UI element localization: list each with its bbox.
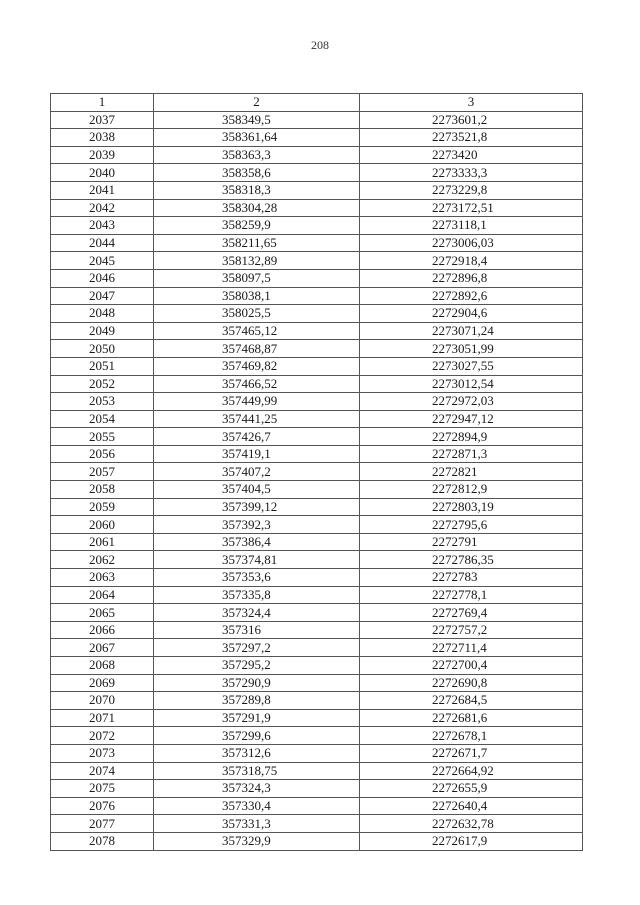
x-coordinate-cell: 357324,3 [154, 780, 360, 798]
point-number-cell: 2057 [51, 463, 154, 481]
x-coordinate-cell: 357468,87 [154, 340, 360, 358]
x-coordinate-cell: 357449,99 [154, 393, 360, 411]
point-number-cell: 2062 [51, 551, 154, 569]
y-coordinate-cell: 2272769,4 [360, 604, 583, 622]
point-number-cell: 2071 [51, 709, 154, 727]
table-row [51, 815, 583, 833]
table-row [51, 639, 583, 657]
page-number: 208 [311, 38, 329, 52]
x-coordinate-cell: 357291,9 [154, 709, 360, 727]
point-number-cell: 2048 [51, 305, 154, 323]
table-row [51, 322, 583, 340]
y-coordinate-cell: 2272678,1 [360, 727, 583, 745]
y-coordinate-cell: 2272671,7 [360, 744, 583, 762]
table-row [51, 727, 583, 745]
point-number-cell: 2039 [51, 146, 154, 164]
y-coordinate-cell: 2272947,12 [360, 410, 583, 428]
point-number-cell: 2075 [51, 780, 154, 798]
table-row [51, 569, 583, 587]
table-row [51, 217, 583, 235]
x-coordinate-cell: 358358,6 [154, 164, 360, 182]
table-row [51, 463, 583, 481]
point-number-cell: 2063 [51, 569, 154, 587]
point-number-cell: 2072 [51, 727, 154, 745]
table-row [51, 621, 583, 639]
table-row [51, 498, 583, 516]
table-row [51, 657, 583, 675]
x-coordinate-cell: 357335,8 [154, 586, 360, 604]
y-coordinate-cell: 2272664,92 [360, 762, 583, 780]
point-number-cell: 2073 [51, 744, 154, 762]
table-row [51, 164, 583, 182]
x-coordinate-cell: 357316 [154, 621, 360, 639]
point-number-cell: 2037 [51, 111, 154, 129]
x-coordinate-cell: 357441,25 [154, 410, 360, 428]
table-row [51, 797, 583, 815]
y-coordinate-cell: 2272700,4 [360, 657, 583, 675]
x-coordinate-cell: 357353,6 [154, 569, 360, 587]
y-coordinate-cell: 2272894,9 [360, 428, 583, 446]
y-coordinate-cell: 2272786,35 [360, 551, 583, 569]
y-coordinate-cell: 2272681,6 [360, 709, 583, 727]
table-row [51, 146, 583, 164]
x-coordinate-cell: 357290,9 [154, 674, 360, 692]
y-coordinate-cell: 2272795,6 [360, 516, 583, 534]
table-row [51, 111, 583, 129]
table-row [51, 269, 583, 287]
table-row [51, 762, 583, 780]
table-row [51, 393, 583, 411]
table-row [51, 375, 583, 393]
x-coordinate-cell: 357297,2 [154, 639, 360, 657]
table-row [51, 674, 583, 692]
point-number-cell: 2047 [51, 287, 154, 305]
y-coordinate-cell: 2273172,51 [360, 199, 583, 217]
table-row [51, 234, 583, 252]
point-number-cell: 2045 [51, 252, 154, 270]
y-coordinate-cell: 2272684,5 [360, 692, 583, 710]
x-coordinate-cell: 357407,2 [154, 463, 360, 481]
point-number-cell: 2055 [51, 428, 154, 446]
x-coordinate-cell: 358349,5 [154, 111, 360, 129]
table-row [51, 305, 583, 323]
table-row [51, 445, 583, 463]
y-coordinate-cell: 2273051,99 [360, 340, 583, 358]
x-coordinate-cell: 357329,9 [154, 832, 360, 850]
coordinates-table [50, 93, 583, 851]
y-coordinate-cell: 2272803,19 [360, 498, 583, 516]
x-coordinate-cell: 358132,89 [154, 252, 360, 270]
y-coordinate-cell: 2273601,2 [360, 111, 583, 129]
table-row [51, 692, 583, 710]
y-coordinate-cell: 2273521,8 [360, 129, 583, 147]
table-row [51, 604, 583, 622]
y-coordinate-cell: 2272821 [360, 463, 583, 481]
y-coordinate-cell: 2272690,8 [360, 674, 583, 692]
x-coordinate-cell: 357469,82 [154, 357, 360, 375]
y-coordinate-cell: 2272871,3 [360, 445, 583, 463]
table-row [51, 181, 583, 199]
x-coordinate-cell: 357386,4 [154, 533, 360, 551]
x-coordinate-cell: 357289,8 [154, 692, 360, 710]
x-coordinate-cell: 357299,6 [154, 727, 360, 745]
y-coordinate-cell: 2272918,4 [360, 252, 583, 270]
table-row [51, 709, 583, 727]
point-number-cell: 2053 [51, 393, 154, 411]
y-coordinate-cell: 2273071,24 [360, 322, 583, 340]
y-coordinate-cell: 2272640,4 [360, 797, 583, 815]
x-coordinate-cell: 357392,3 [154, 516, 360, 534]
table-body [51, 111, 583, 850]
point-number-cell: 2056 [51, 445, 154, 463]
table-row [51, 340, 583, 358]
point-number-cell: 2069 [51, 674, 154, 692]
table-row [51, 199, 583, 217]
table-row [51, 428, 583, 446]
y-coordinate-cell: 2272904,6 [360, 305, 583, 323]
x-coordinate-cell: 358097,5 [154, 269, 360, 287]
column-header-point-number: 1 [51, 94, 154, 112]
x-coordinate-cell: 358211,65 [154, 234, 360, 252]
x-coordinate-cell: 357324,4 [154, 604, 360, 622]
x-coordinate-cell: 357419,1 [154, 445, 360, 463]
y-coordinate-cell: 2272711,4 [360, 639, 583, 657]
y-coordinate-cell: 2272783 [360, 569, 583, 587]
point-number-cell: 2068 [51, 657, 154, 675]
y-coordinate-cell: 2273118,1 [360, 217, 583, 235]
x-coordinate-cell: 357465,12 [154, 322, 360, 340]
x-coordinate-cell: 358025,5 [154, 305, 360, 323]
point-number-cell: 2049 [51, 322, 154, 340]
table-row [51, 744, 583, 762]
point-number-cell: 2038 [51, 129, 154, 147]
x-coordinate-cell: 357331,3 [154, 815, 360, 833]
table-row [51, 252, 583, 270]
x-coordinate-cell: 358318,3 [154, 181, 360, 199]
x-coordinate-cell: 358363,3 [154, 146, 360, 164]
point-number-cell: 2040 [51, 164, 154, 182]
x-coordinate-cell: 358361,64 [154, 129, 360, 147]
table-row [51, 533, 583, 551]
y-coordinate-cell: 2272757,2 [360, 621, 583, 639]
table-row [51, 586, 583, 604]
point-number-cell: 2054 [51, 410, 154, 428]
point-number-cell: 2060 [51, 516, 154, 534]
y-coordinate-cell: 2272892,6 [360, 287, 583, 305]
table-row [51, 481, 583, 499]
point-number-cell: 2066 [51, 621, 154, 639]
y-coordinate-cell: 2273006,03 [360, 234, 583, 252]
x-coordinate-cell: 357312,6 [154, 744, 360, 762]
point-number-cell: 2044 [51, 234, 154, 252]
point-number-cell: 2051 [51, 357, 154, 375]
table-row [51, 551, 583, 569]
x-coordinate-cell: 357330,4 [154, 797, 360, 815]
point-number-cell: 2061 [51, 533, 154, 551]
point-number-cell: 2052 [51, 375, 154, 393]
y-coordinate-cell: 2272812,9 [360, 481, 583, 499]
y-coordinate-cell: 2272632,78 [360, 815, 583, 833]
point-number-cell: 2042 [51, 199, 154, 217]
y-coordinate-cell: 2273420 [360, 146, 583, 164]
x-coordinate-cell: 357466,52 [154, 375, 360, 393]
y-coordinate-cell: 2272778,1 [360, 586, 583, 604]
point-number-cell: 2041 [51, 181, 154, 199]
table-row [51, 287, 583, 305]
table-header-row [51, 94, 583, 112]
table-row [51, 832, 583, 850]
x-coordinate-cell: 357318,75 [154, 762, 360, 780]
point-number-cell: 2078 [51, 832, 154, 850]
table-row [51, 516, 583, 534]
y-coordinate-cell: 2273229,8 [360, 181, 583, 199]
x-coordinate-cell: 358259,9 [154, 217, 360, 235]
point-number-cell: 2065 [51, 604, 154, 622]
x-coordinate-cell: 358038,1 [154, 287, 360, 305]
x-coordinate-cell: 357426,7 [154, 428, 360, 446]
y-coordinate-cell: 2272655,9 [360, 780, 583, 798]
x-coordinate-cell: 357374,81 [154, 551, 360, 569]
table-row [51, 410, 583, 428]
y-coordinate-cell: 2272972,03 [360, 393, 583, 411]
point-number-cell: 2064 [51, 586, 154, 604]
column-header-x: 2 [154, 94, 360, 112]
y-coordinate-cell: 2273333,3 [360, 164, 583, 182]
point-number-cell: 2058 [51, 481, 154, 499]
point-number-cell: 2074 [51, 762, 154, 780]
x-coordinate-cell: 358304,28 [154, 199, 360, 217]
y-coordinate-cell: 2272896,8 [360, 269, 583, 287]
point-number-cell: 2043 [51, 217, 154, 235]
y-coordinate-cell: 2272617,9 [360, 832, 583, 850]
point-number-cell: 2076 [51, 797, 154, 815]
y-coordinate-cell: 2273012,54 [360, 375, 583, 393]
point-number-cell: 2046 [51, 269, 154, 287]
point-number-cell: 2050 [51, 340, 154, 358]
x-coordinate-cell: 357399,12 [154, 498, 360, 516]
table-row [51, 780, 583, 798]
x-coordinate-cell: 357404,5 [154, 481, 360, 499]
table-row [51, 357, 583, 375]
y-coordinate-cell: 2272791 [360, 533, 583, 551]
y-coordinate-cell: 2273027,55 [360, 357, 583, 375]
x-coordinate-cell: 357295,2 [154, 657, 360, 675]
point-number-cell: 2059 [51, 498, 154, 516]
point-number-cell: 2067 [51, 639, 154, 657]
table-row [51, 129, 583, 147]
column-header-y: 3 [360, 94, 583, 112]
point-number-cell: 2070 [51, 692, 154, 710]
point-number-cell: 2077 [51, 815, 154, 833]
